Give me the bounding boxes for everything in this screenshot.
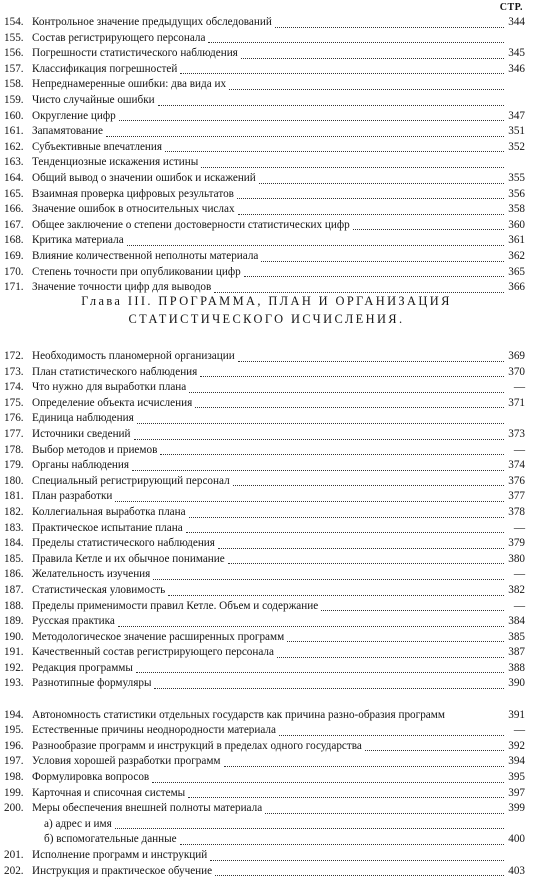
chapter-heading-line2: СТАТИСТИЧЕСКОГО ИСЧИСЛЕНИЯ. — [128, 312, 405, 326]
toc-entry-number: 162. — [4, 140, 24, 153]
leader-dots — [153, 578, 504, 580]
toc-entry-number: 172. — [4, 350, 24, 362]
leader-dots — [244, 275, 504, 277]
toc-entry-title: Контрольное значение предыдущих обследований — [32, 16, 272, 28]
toc-entry-page: 344 — [508, 16, 525, 28]
leader-dots — [365, 749, 504, 751]
toc-entry-title: Степень точности при опубликовании цифр — [32, 265, 241, 278]
toc-entry — [4, 380, 529, 396]
toc-entry-page: 382 — [508, 583, 525, 596]
leader-dots — [137, 422, 504, 424]
toc-entry-number: 201. — [4, 849, 24, 861]
toc-entry-number: 165. — [4, 187, 24, 200]
toc-entry-title: План статистического наблюдения — [32, 365, 198, 378]
toc-entry — [4, 249, 529, 265]
toc-entry-page: 376 — [508, 474, 525, 487]
leader-dots — [321, 609, 504, 611]
toc-entry — [4, 349, 529, 365]
toc-list-section1 — [4, 15, 529, 296]
toc-entry-title: Значение ошибок в относительных числах — [32, 203, 235, 216]
toc-entry-title: Русская практика — [32, 615, 115, 628]
toc-entry-page: 360 — [508, 218, 525, 231]
toc-entry-title: Меры обеспечения внешней полноты материала — [32, 802, 263, 815]
toc-entry-page: — — [513, 381, 525, 394]
toc-entry-page: 365 — [508, 265, 525, 278]
toc-entry-page: 391 — [508, 708, 525, 721]
leader-dots — [237, 197, 504, 199]
leader-dots — [279, 734, 504, 736]
leader-dots — [160, 453, 504, 455]
toc-entry — [4, 817, 529, 833]
leader-dots — [180, 843, 504, 845]
leader-dots — [132, 469, 504, 471]
toc-entry-title: Органы наблюдения — [32, 459, 130, 472]
leader-dots — [168, 594, 504, 596]
toc-entry-number: 196. — [4, 739, 24, 752]
toc-entry — [4, 567, 529, 583]
toc-entry-title: Определение объекта исчисления — [32, 396, 193, 409]
toc-entry-number: 195. — [4, 724, 24, 737]
toc-entry-page: 395 — [508, 771, 525, 784]
leader-dots — [189, 391, 504, 393]
toc-entry-number: 186. — [4, 568, 24, 581]
toc-entry-number: 200. — [4, 802, 24, 815]
toc-entry — [4, 458, 529, 474]
toc-entry-page: 356 — [508, 187, 525, 200]
toc-entry-title: Непреднамеренные ошибки: два вида их — [32, 78, 227, 91]
toc-entry-page: 374 — [508, 459, 525, 472]
toc-entry-page: — — [513, 521, 525, 534]
toc-entry — [4, 645, 529, 661]
leader-dots — [353, 228, 504, 230]
toc-entry — [4, 864, 529, 879]
toc-entry-number: 193. — [4, 677, 24, 690]
leader-dots — [201, 166, 504, 168]
toc-entry-number: 198. — [4, 771, 24, 784]
toc-entry — [4, 443, 529, 459]
leader-dots — [186, 531, 504, 533]
toc-entry-number: 164. — [4, 171, 24, 184]
leader-dots — [241, 57, 504, 59]
toc-entry — [4, 614, 529, 630]
toc-entry — [4, 109, 529, 125]
toc-entry-title: Условия хорошей разработки программ — [32, 755, 221, 768]
leader-dots — [277, 656, 504, 658]
leader-dots — [238, 360, 504, 362]
toc-entry-number: 176. — [4, 412, 24, 425]
toc-entry-number: 202. — [4, 864, 24, 877]
toc-entry — [4, 155, 529, 171]
toc-entry-page: 390 — [508, 677, 525, 690]
toc-entry-title: Взаимная проверка цифровых результатов — [32, 187, 234, 200]
leader-dots — [200, 375, 504, 377]
leader-dots — [195, 406, 504, 408]
toc-entry-number: 168. — [4, 234, 24, 247]
toc-entry-number: 171. — [4, 281, 24, 294]
toc-entry-page: 378 — [508, 505, 525, 518]
toc-entry — [4, 489, 529, 505]
chapter-heading-line1: Глава III. ПРОГРАММА, ПЛАН И ОРГАНИЗАЦИЯ — [81, 294, 452, 308]
toc-entry-number: 179. — [4, 459, 24, 472]
toc-entry — [4, 552, 529, 568]
toc-entry — [4, 583, 529, 599]
toc-entry-title: Естественные причины неоднородности материала — [32, 724, 276, 737]
toc-entry-title: а) адрес и имя — [44, 817, 112, 830]
leader-dots — [180, 72, 504, 74]
toc-entry-page: 377 — [508, 490, 525, 503]
toc-entry-page: 388 — [508, 661, 525, 674]
toc-entry-number: 166. — [4, 203, 24, 216]
toc-entry-title: б) вспомогательные данные — [44, 833, 177, 846]
toc-entry — [4, 265, 529, 281]
leader-dots — [115, 500, 504, 502]
toc-entry — [4, 62, 529, 78]
leader-dots — [158, 104, 504, 106]
toc-entry — [4, 396, 529, 412]
toc-entry-title: Пределы статистического наблюдения — [32, 537, 215, 550]
toc-entry-number: 161. — [4, 125, 24, 138]
toc-entry-page: 379 — [508, 537, 525, 550]
toc-entry-page: — — [513, 568, 525, 581]
toc-entry-number: 174. — [4, 381, 24, 394]
toc-entry-number: 185. — [4, 552, 24, 565]
toc-entry-title: Погрешности статистического наблюдения — [32, 47, 238, 60]
toc-entry-title: Классификация погрешностей — [32, 62, 178, 75]
toc-entry-page: 392 — [508, 739, 525, 752]
toc-entry — [4, 630, 529, 646]
toc-entry — [4, 692, 529, 723]
toc-entry-page: 358 — [508, 203, 525, 216]
toc-entry — [4, 801, 529, 817]
toc-entry-page: 380 — [508, 552, 525, 565]
toc-entry — [4, 202, 529, 218]
toc-entry-number: 177. — [4, 427, 24, 440]
toc-entry — [4, 31, 529, 47]
toc-entry-number: 189. — [4, 615, 24, 628]
toc-entry-title: Специальный регистрирующий персонал — [32, 474, 230, 487]
leader-dots — [228, 562, 504, 564]
toc-entry-number: 183. — [4, 521, 24, 534]
toc-entry-page: 369 — [508, 350, 525, 362]
leader-dots — [119, 119, 504, 121]
leader-dots — [106, 135, 504, 137]
toc-entry-title: Единица наблюдения — [32, 412, 134, 425]
toc-entry-title: Влияние количественной неполноты материала — [32, 249, 259, 262]
toc-entry-number: 173. — [4, 365, 24, 378]
toc-entry-title: Коллегиальная выработка плана — [32, 505, 186, 518]
toc-entry — [4, 187, 529, 203]
toc-entry-number: 169. — [4, 249, 24, 262]
toc-entry — [4, 15, 529, 31]
toc-entry-number: 178. — [4, 443, 24, 456]
leader-dots — [261, 260, 504, 262]
leader-dots — [154, 687, 504, 689]
toc-entry-title: Правила Кетле и их обычное понимание — [32, 552, 225, 565]
toc-entry-title: Округление цифр — [32, 109, 116, 122]
toc-entry-title: Методологическое значение расширенных программ — [32, 630, 285, 643]
leader-dots — [233, 484, 504, 486]
toc-entry-number: 170. — [4, 265, 24, 278]
toc-entry-page: — — [513, 443, 525, 456]
toc-entry-page: 387 — [508, 646, 525, 659]
toc-entry-title: Необходимость планомерной организации — [32, 350, 235, 362]
toc-entry-title: Тенденциозные искажения истины — [32, 156, 199, 169]
toc-entry-page: — — [513, 599, 525, 612]
toc-entry-title: Субъективные впечатления — [32, 140, 163, 153]
leader-dots — [265, 812, 504, 814]
leader-dots — [189, 516, 504, 518]
leader-dots — [218, 547, 504, 549]
toc-entry-number: 158. — [4, 78, 24, 91]
toc-entry-number: 197. — [4, 755, 24, 768]
toc-entry-number: 199. — [4, 786, 24, 799]
toc-entry-page: 355 — [508, 171, 525, 184]
toc-entry-page: 371 — [508, 396, 525, 409]
toc-entry-title: Разнотипные формуляры — [32, 677, 152, 690]
toc-entry — [4, 93, 529, 109]
toc-entry — [4, 77, 529, 93]
leader-dots — [118, 625, 504, 627]
toc-entry-title: Карточная и списочная системы — [32, 786, 186, 799]
toc-entry-page: 399 — [508, 802, 525, 815]
leader-dots — [115, 827, 504, 829]
toc-entry-page: 397 — [508, 786, 525, 799]
toc-entry-title: Общее заключение о степени достоверности статистических цифр — [32, 218, 350, 231]
toc-entry-title: Исполнение программ и инструкций — [32, 849, 208, 861]
toc-entry — [4, 739, 529, 755]
toc-entry-title: Желательность изучения — [32, 568, 151, 581]
toc-entry-number: 159. — [4, 93, 24, 106]
toc-entry-page: 370 — [508, 365, 525, 378]
leader-dots — [165, 150, 504, 152]
toc-entry-title: Значение точности цифр для выводов — [32, 281, 212, 294]
toc-entry — [4, 365, 529, 381]
toc-entry-title: Редакция программы — [32, 661, 133, 674]
leader-dots — [136, 671, 504, 673]
toc-entry-number: 180. — [4, 474, 24, 487]
toc-entry-page: 400 — [508, 833, 525, 846]
toc-entry — [4, 832, 529, 848]
toc-entry-page: — — [513, 724, 525, 737]
toc-entry-title: Статистическая уловимость — [32, 583, 166, 596]
toc-entry — [4, 427, 529, 443]
toc-entry-number: 175. — [4, 396, 24, 409]
leader-dots — [210, 859, 504, 861]
leader-dots — [275, 26, 504, 28]
toc-entry-number: 182. — [4, 505, 24, 518]
toc-entry — [4, 218, 529, 234]
toc-entry-page: 346 — [508, 62, 525, 75]
toc-entry-title: Пределы применимости правил Кетле. Объем и содержание — [32, 599, 319, 612]
toc-entry-number: 156. — [4, 47, 24, 60]
leader-dots — [215, 874, 504, 876]
toc-entry-page: 403 — [508, 864, 525, 877]
leader-dots — [188, 796, 504, 798]
toc-entry-title: Состав регистрирующего персонала — [32, 31, 206, 44]
toc-entry-number: 191. — [4, 646, 24, 659]
toc-entry — [4, 474, 529, 490]
leader-dots — [152, 781, 504, 783]
toc-entry-page: 384 — [508, 615, 525, 628]
toc-entry-title: Общий вывод о значении ошибок и искажений — [32, 171, 256, 184]
toc-entry — [4, 521, 529, 537]
toc-entry-number: 154. — [4, 16, 24, 28]
toc-entry-number: 167. — [4, 218, 24, 231]
toc-entry — [4, 233, 529, 249]
toc-entry-page: 394 — [508, 755, 525, 768]
toc-entry — [4, 770, 529, 786]
leader-dots — [224, 765, 504, 767]
toc-entry-title: Что нужно для выработки плана — [32, 381, 187, 394]
toc-entry-title: Формулировка вопросов — [32, 771, 150, 784]
toc-entry — [4, 505, 529, 521]
toc-entry — [4, 171, 529, 187]
leader-dots — [127, 244, 504, 246]
toc-entry — [4, 754, 529, 770]
toc-entry-number: 181. — [4, 490, 24, 503]
toc-entry — [4, 599, 529, 615]
leader-dots — [229, 88, 504, 90]
toc-entry-title: Чисто случайные ошибки — [32, 93, 155, 106]
toc-entry — [4, 124, 529, 140]
toc-entry — [4, 661, 529, 677]
toc-entry — [4, 140, 529, 156]
leader-dots — [259, 182, 504, 184]
toc-entry-number: 188. — [4, 599, 24, 612]
leader-dots — [287, 640, 504, 642]
leader-dots — [134, 438, 504, 440]
toc-entry-page: 362 — [508, 249, 525, 262]
toc-entry — [4, 848, 529, 864]
page-column-label: СТР. — [499, 2, 523, 13]
toc-entry-page: 373 — [508, 427, 525, 440]
toc-entry-page: 352 — [508, 140, 525, 153]
toc-entry-title: Качественный состав регистрирующего персонала — [32, 646, 274, 659]
leader-dots — [208, 41, 504, 43]
toc-entry-number: 163. — [4, 156, 24, 169]
toc-entry-page: 361 — [508, 234, 525, 247]
toc-entry-number: 187. — [4, 583, 24, 596]
toc-entry-title: Выбор методов и приемов — [32, 443, 158, 456]
toc-entry-number: 155. — [4, 31, 24, 44]
toc-entry-title: Запамятование — [32, 125, 103, 138]
toc-entry-title: План разработки — [32, 490, 113, 503]
toc-entry-number: 160. — [4, 109, 24, 122]
toc-entry — [4, 676, 529, 692]
toc-entry-number: 194. — [4, 708, 24, 721]
toc-entry-page: 347 — [508, 109, 525, 122]
toc-entry-title: Источники сведений — [32, 427, 131, 440]
toc-entry — [4, 46, 529, 62]
toc-entry-number: 190. — [4, 630, 24, 643]
toc-entry-title: Разнообразие программ и инструкций в пределах одного государства — [32, 739, 362, 752]
toc-entry-title: Автономность статистики отдельных государств как причина разно-образия программ — [32, 708, 445, 721]
leader-dots — [238, 213, 504, 215]
toc-entry-page: 351 — [508, 125, 525, 138]
toc-entry-number: 192. — [4, 661, 24, 674]
toc-entry-title: Инструкция и практическое обучение — [32, 864, 213, 877]
toc-entry-page: 345 — [508, 47, 525, 60]
toc-entry — [4, 536, 529, 552]
toc-entry-title: Практическое испытание плана — [32, 521, 183, 534]
toc-entry-title: Критика материала — [32, 234, 124, 247]
toc-entry-page: 385 — [508, 630, 525, 643]
toc-entry-number: 184. — [4, 537, 24, 550]
toc-entry — [4, 786, 529, 802]
toc-entry — [4, 411, 529, 427]
toc-entry-page: 366 — [508, 281, 525, 294]
toc-entry-number: 157. — [4, 62, 24, 75]
toc-entry — [4, 723, 529, 739]
